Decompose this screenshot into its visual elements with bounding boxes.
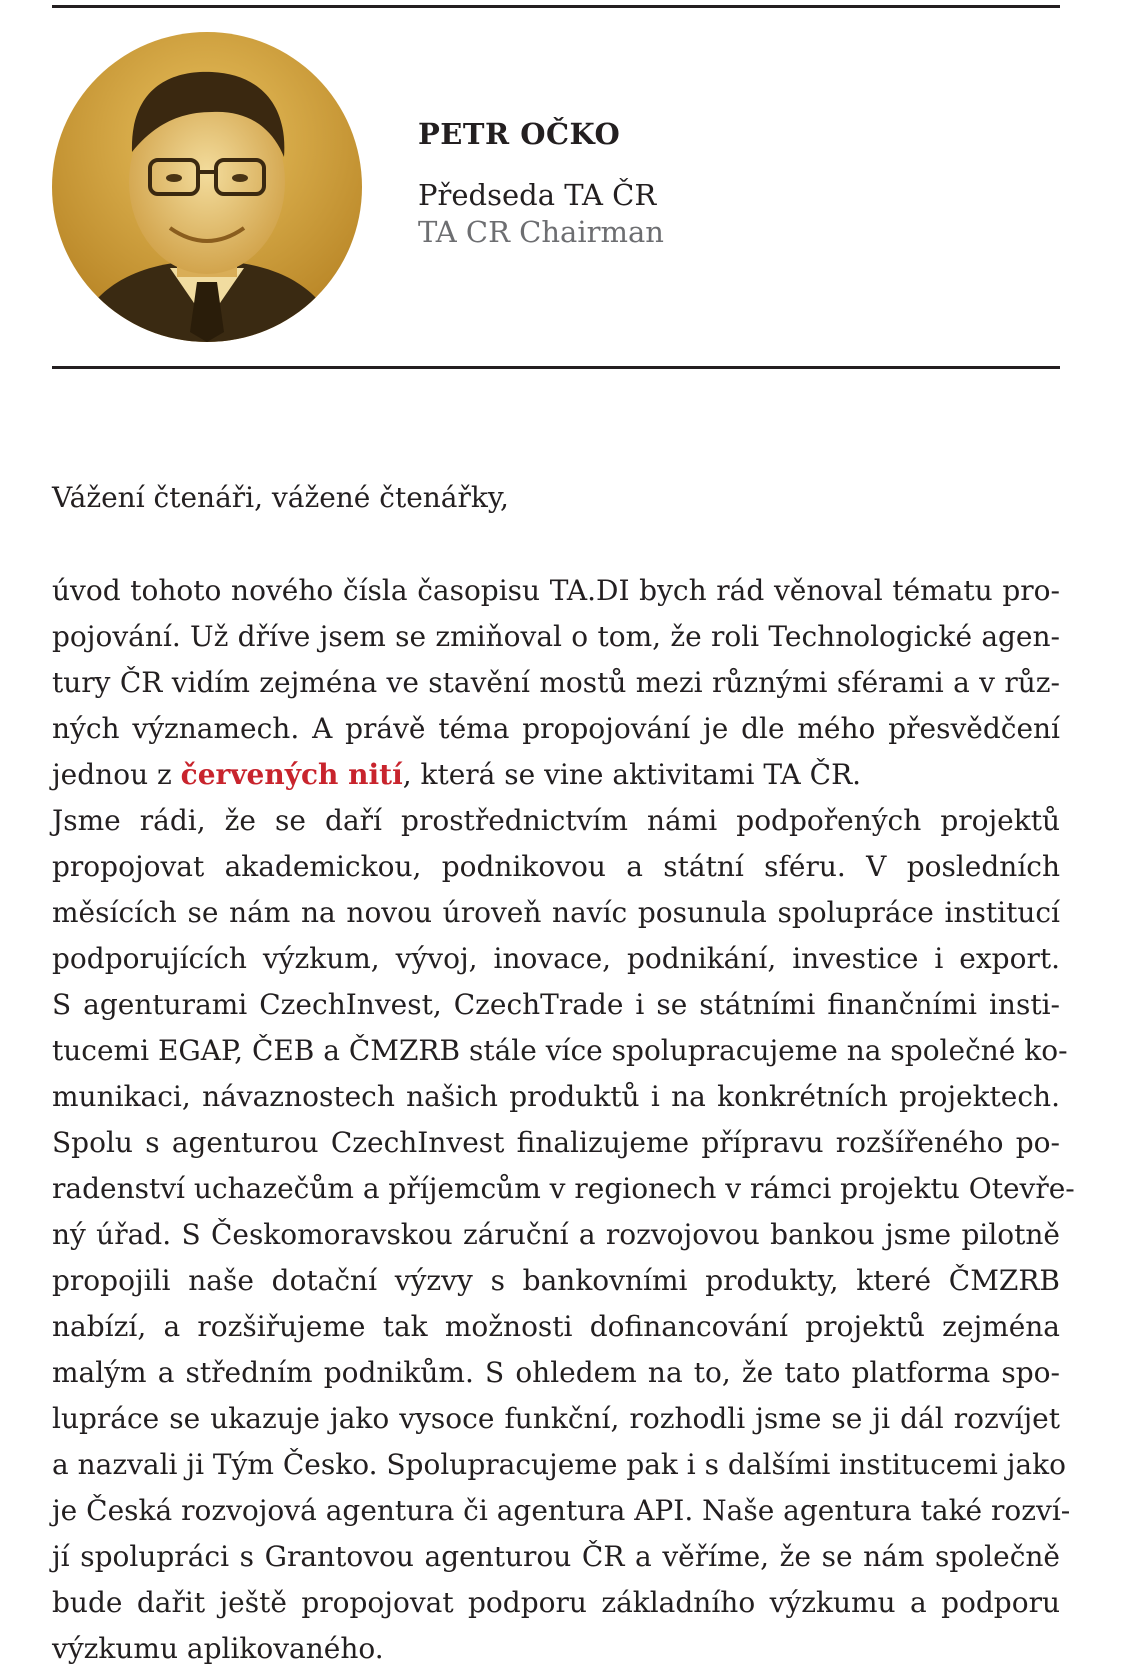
text-line: nabízí, a rozšiřujeme tak možnosti dofinancování projektů zejména: [52, 1310, 1060, 1343]
text-line: podporujících výzkum, vývoj, inovace, podnikání, investice i export.: [52, 942, 1060, 975]
text-line: úvod tohoto nového čísla časopisu TA.DI bych rád věnoval tématu pro-: [52, 574, 1060, 607]
text-line: Jsme rádi, že se daří prostřednictvím námi podpořených projektů: [52, 804, 1060, 837]
text-line: bude dařit ještě propojovat podporu základního výzkumu a podporu: [52, 1586, 1060, 1619]
author-role-czech: Předseda TA ČR: [418, 178, 657, 212]
text-line: je Česká rozvojová agentura či agentura API. Naše agentura také rozví-: [52, 1494, 1071, 1527]
text-line: a nazvali ji Tým Česko. Spolupracujeme pak i s dalšími institucemi jako: [52, 1448, 1066, 1481]
text-line: ný úřad. S Českomoravskou záruční a rozvojovou bankou jsme pilotně: [52, 1218, 1060, 1251]
text-line: pojování. Už dříve jsem se zmiňoval o tom, že roli Technologické agen-: [52, 620, 1060, 653]
article-body: [52, 568, 1075, 1672]
text-line: propojili naše dotační výzvy s bankovními produkty, které ČMZRB: [52, 1264, 1060, 1297]
top-rule: [52, 5, 1060, 8]
author-role-english: TA CR Chairman: [418, 215, 664, 249]
text-line: munikaci, návaznostech našich produktů i na konkrétních projektech.: [52, 1080, 1060, 1113]
text-line: S agenturami CzechInvest, CzechTrade i se státními finančními insti-: [52, 988, 1060, 1021]
text-line: měsících se nám na novou úroveň navíc posunula spolupráce institucí: [52, 896, 1060, 929]
text-segment: jednou z: [52, 758, 181, 791]
header-divider: [52, 366, 1060, 369]
text-line: propojovat akademickou, podnikovou a státní sféru. V posledních: [52, 850, 1060, 883]
text-line: výzkumu aplikovaného.: [52, 1632, 384, 1665]
text-line: lupráce se ukazuje jako vysoce funkční, rozhodli jsme se ji dál rozvíjet: [52, 1402, 1060, 1435]
text-line: malým a středním podnikům. S ohledem na to, že tato platforma spo-: [52, 1356, 1060, 1389]
author-name: PETR OČKO: [418, 117, 621, 151]
text-line: tucemi EGAP, ČEB a ČMZRB stále více spolupracujeme na společné ko-: [52, 1034, 1068, 1067]
greeting: Vážení čtenáři, vážené čtenářky,: [52, 481, 509, 514]
text-line: jí spolupráci s Grantovou agenturou ČR a věříme, že se nám společně: [52, 1540, 1060, 1573]
text-line-with-highlight: [52, 752, 1060, 798]
text-line: ných významech. A právě téma propojování je dle mého přesvědčení: [52, 712, 1060, 745]
highlighted-phrase: červených nití: [180, 758, 403, 791]
author-portrait: [52, 32, 362, 342]
text-line: radenství uchazečům a příjemcům v regionech v rámci projektu Otevře-: [52, 1172, 1075, 1205]
text-line: Spolu s agenturou CzechInvest finalizujeme přípravu rozšířeného po-: [52, 1126, 1060, 1159]
text-line: tury ČR vidím zejména ve stavění mostů mezi různými sférami a v růz-: [52, 666, 1060, 699]
text-segment: , která se vine aktivitami TA ČR.: [402, 758, 862, 791]
